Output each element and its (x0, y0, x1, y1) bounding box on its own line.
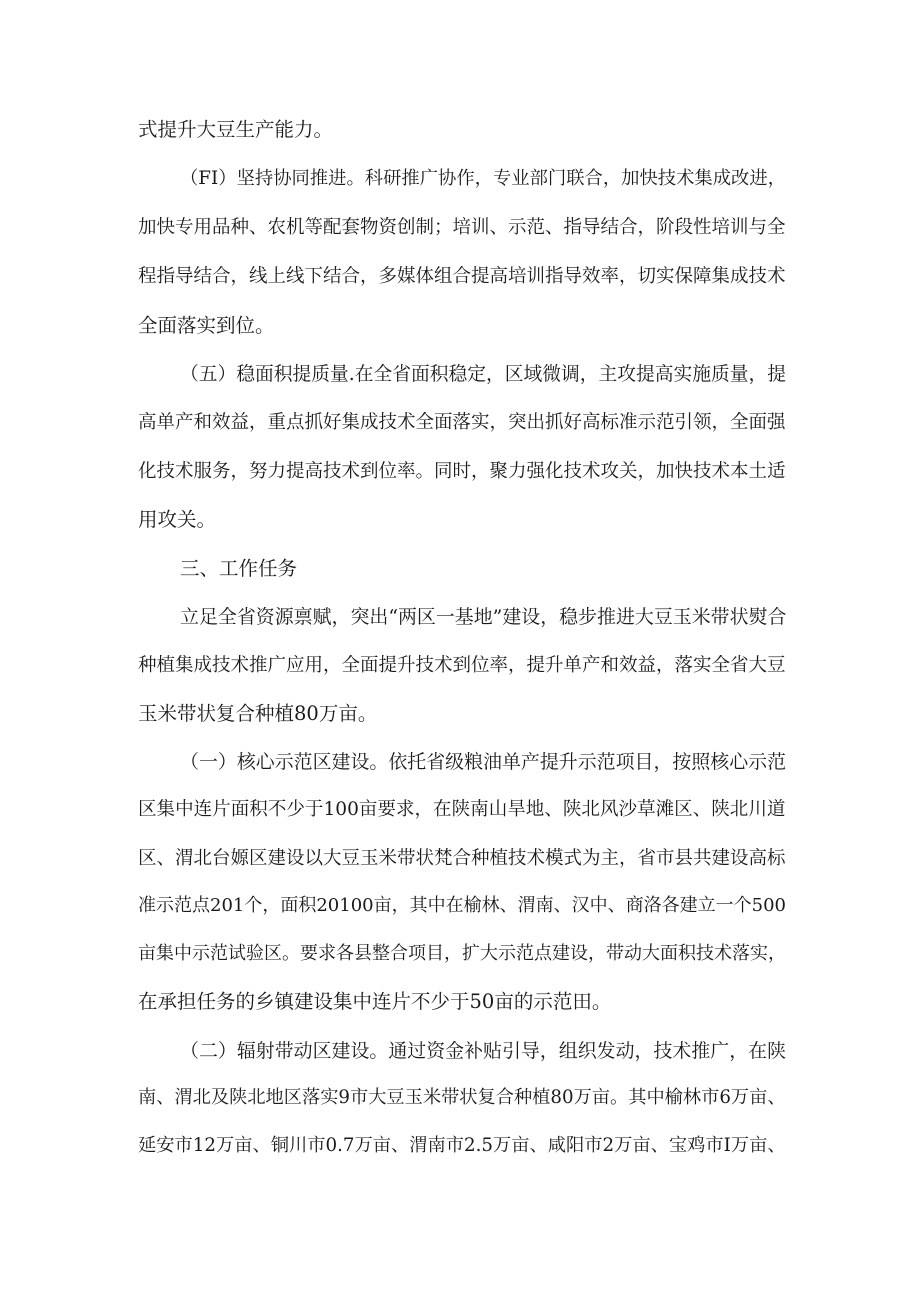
text-line: 亩集中示范试验区。要求各县整合项目，扩大示范点建设，带动大面积技术落实， (138, 943, 786, 964)
text-line: 延安市12万亩、铜川市0.7万亩、渭南市2.5万亩、咸阳市2万亩、宝鸡市I万亩、 (138, 1135, 786, 1156)
text-line: 区集中连片面积不少于100亩要求，在陕南山旱地、陕北风沙草滩区、陕北川道 (138, 799, 786, 820)
text-line: （二）辐射带动区建设。通过资金补贴引导，组织发动，技术推广，在陕 (180, 1040, 787, 1062)
text-line: 加快专用品种、农机等配套物资创制；培训、示范、指导结合，阶段性培训与全 (138, 217, 786, 238)
section-heading: 三、工作任务 (180, 557, 298, 580)
text-line: 立足全省资源禀赋，突出“两区一基地”建设，稳步推进大豆玉米带状熨合 (180, 606, 787, 628)
text-line: 玉米带状复合种植80万亩。 (138, 702, 378, 725)
text-line: 区、渭北台嫄区建设以大豆玉米带状梵合种植技术模式为主，省市县共建设高标 (138, 848, 786, 869)
text-line: 程指导结合，线上线下结合，多媒体组合提高培训指导效率，切实保障集成技术 (138, 266, 786, 287)
text-line: 高单产和效益，重点抓好集成技术全面落实，突出抓好高标准示范引领，全面强 (138, 412, 786, 433)
text-line: 准示范点201个，面积20100亩，其中在榆林、渭南、汉中、商洛各建立一个500 (138, 895, 786, 916)
text-line: （五）稳面积提质量.在全省面积稳定，区域微调，主攻提高实施质量，提 (180, 364, 786, 385)
text-line: 化技术服务，努力提高技术到位率。同时，聚力强化技术攻关，加快技术本土适 (138, 461, 786, 482)
text-line: 在承担任务的乡镇建设集中连片不少于50亩的示范田。 (138, 990, 612, 1013)
text-line: 用攻关。 (138, 508, 217, 531)
text-line: （FI）坚持协同推进。科研推广协作，专业部门联合，加快技术集成改进， (180, 168, 786, 189)
text-line: 南、渭北及陕北地区落实9市大豆玉米带状复合种植80万亩。其中榆林市6万亩、 (138, 1087, 786, 1108)
text-line: 种植集成技术推广应用，全面提升技术到位率，提升单产和效益，落实全省大豆 (138, 655, 786, 676)
text-line: 全面落实到位。 (138, 314, 275, 337)
text-line: 式提升大豆生产能力。 (138, 118, 334, 141)
text-line: （一）核心示范区建设。依托省级粮油单产提升示范项目，按照核心示范 (180, 751, 787, 773)
